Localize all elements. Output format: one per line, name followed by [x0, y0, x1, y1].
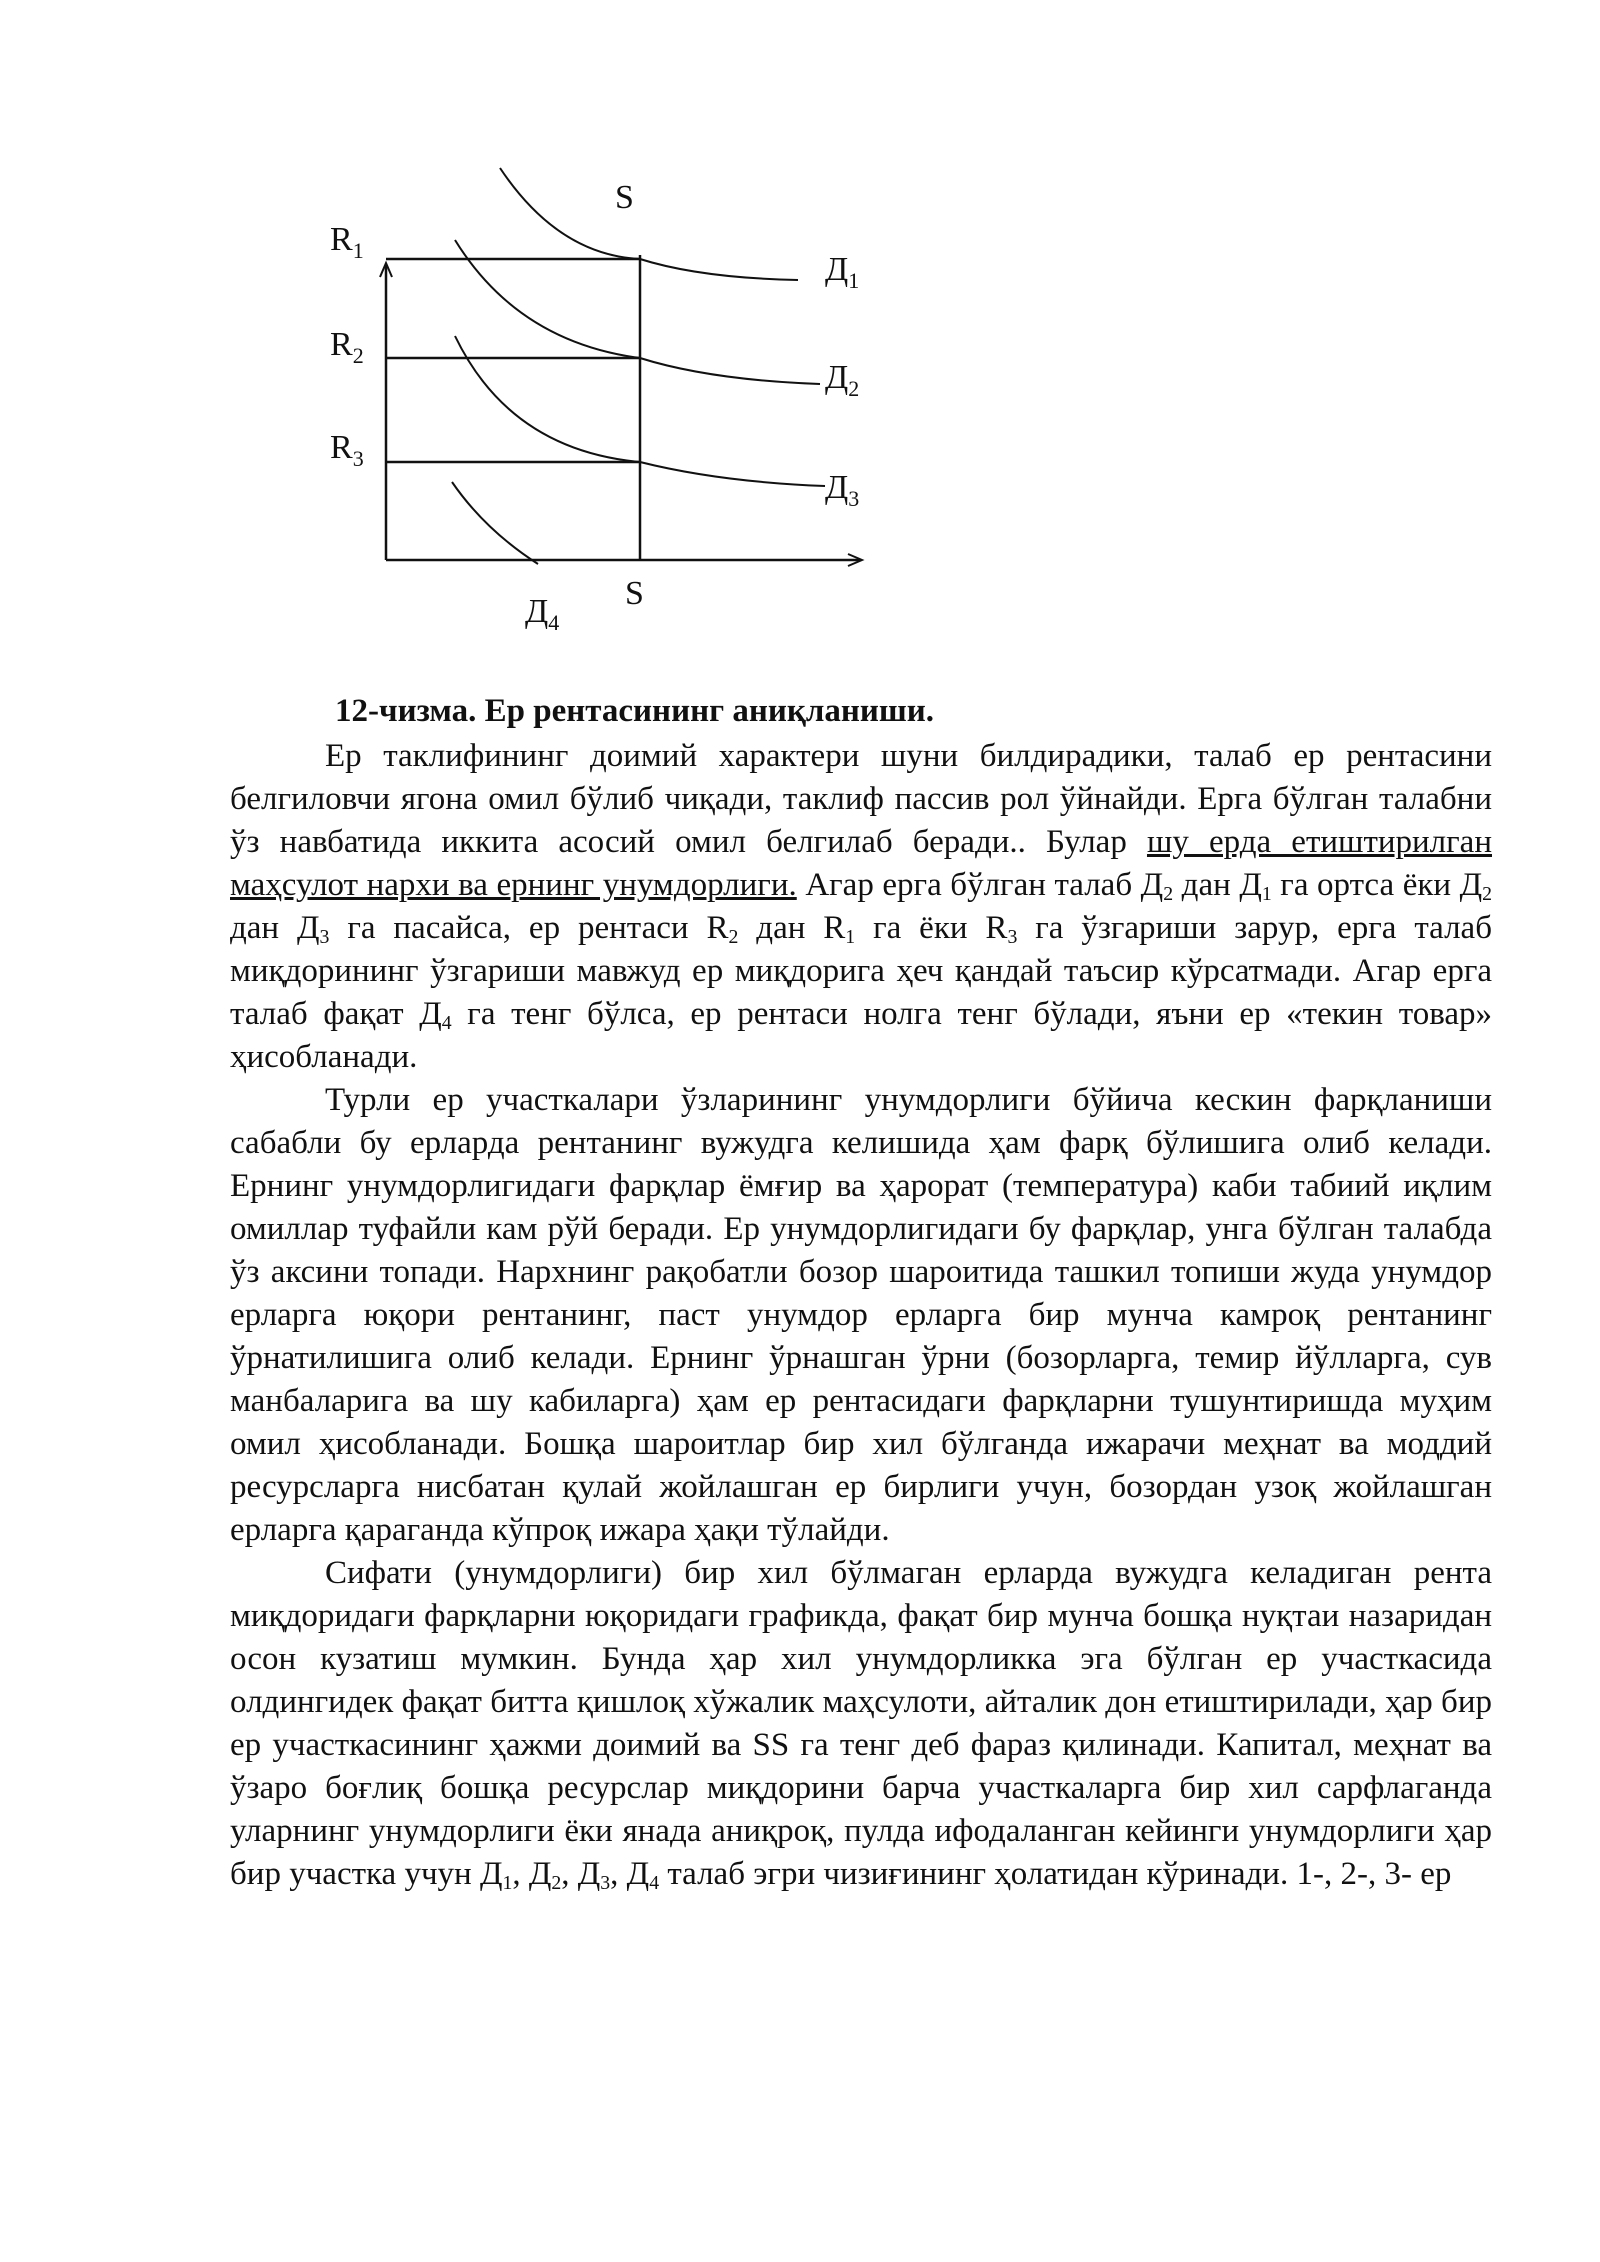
text-run: га ўзгариши зарур, ерга талаб миқдорининг ўзгариши мавжуд ер миқдорига ҳеч қандай таъсир кўрсатмади. Агар ерга талаб фақат Д	[230, 910, 1492, 1032]
body-text	[230, 735, 1492, 1896]
subscript: 3	[1007, 925, 1018, 948]
label-d2: $Д_2$	[825, 359, 860, 401]
label-r1: $R_1$	[330, 221, 364, 263]
subscript: 2	[1163, 882, 1174, 905]
demand-curve-d2	[455, 240, 820, 384]
subscript: 1	[1261, 882, 1272, 905]
text-run: га ёки R	[855, 910, 1008, 946]
text-run: , Д	[512, 1856, 552, 1892]
text-run: га ортса ёки Д	[1271, 867, 1483, 903]
text-run: , Д	[561, 1856, 601, 1892]
text-run: талаб эгри чизиғининг ҳолатидан кўринади. 1-, 2-, 3- ер	[659, 1856, 1452, 1892]
label-d3: $Д_3$	[825, 469, 860, 511]
label-supply-top: S	[615, 179, 634, 216]
subscript: 2	[728, 925, 739, 948]
subscript: 3	[600, 1871, 611, 1894]
label-supply-bottom: S	[625, 575, 644, 612]
text-run: Сифати (унумдорлиги) бир хил бўлмаган ерларда вужудга келадиган рента миқдоридаги фарқларни юқоридаги графикда, фақат бир мунча бошқа нуқтаи назаридан осон кузатиш мумкин. Бунда ҳар хил унумдорликка эга бўлган ер участкасида олдингидек фақат битта қишлоқ хўжалик маҳсулоти, айталик дон етиштирилади, ҳар бир ер участкасининг ҳажми доимий ва SS га тенг деб фараз қилинади. Капитал, меҳнат ва ўзаро боғлиқ бошқа ресурслар миқдорини барча участкаларга бир хил сарфлаганда уларнинг унумдорлиги ёки янада аниқроқ, пулда ифодаланган кейинги унумдорлиги ҳар бир участка учун Д	[230, 1555, 1492, 1892]
subscript: 4	[649, 1871, 660, 1894]
text-run: дан R	[738, 910, 846, 946]
subscript: 3	[319, 925, 330, 948]
underlined-text: шу ерда етиштирилган маҳсулот нархи ва ернинг унумдорлиги.	[230, 824, 1492, 903]
text-run: га пасайса, ер рентаси R	[329, 910, 729, 946]
demand-curve-d1	[500, 168, 798, 280]
text-run: Турли ер участкалари ўзларининг унумдорлиги бўйича кескин фарқланиши сабабли бу ерларда рентанинг вужудга келишида ҳам фарқ бўлишига олиб келади. Ернинг унумдорлигидаги фарқлар ёмғир ва ҳарорат (температура) каби табиий иқлим омиллар туфайли кам рўй беради. Ер унумдорлигидаги бу фарқлар, унга бўлган талабда ўз аксини топади. Нархнинг рақобатли бозор шароитида ташкил топиши жуда унумдор ерларга юқори рентанинг, паст унумдор ерларга бир мунча камроқ рентанинг ўрнатилишига олиб келади. Ернинг ўрнашган ўрни (бозорларга, темир йўлларга, сув манбаларига ва шу кабиларга) ҳам ер рентасидаги фарқларни тушунтиришда муҳим омил ҳисобланади. Бошқа шароитлар бир хил бўлганда ижарачи меҳнат ва моддий ресурсларга нисбатан қулай жойлашган ер бирлиги учун, бозордан узоқ жойлашган ерларга қараганда кўпроқ ижара ҳақи тўлайди.	[230, 1082, 1492, 1548]
text-run: , Д	[610, 1856, 650, 1892]
subscript: 1	[845, 925, 856, 948]
subscript: 2	[1482, 882, 1493, 905]
demand-curve-d4	[452, 482, 538, 564]
text-run: Агар ерга бўлган талаб Д	[796, 867, 1164, 903]
paragraph-1	[230, 735, 1492, 1079]
text-run: дан Д	[230, 910, 320, 946]
rent-determination-diagram	[300, 160, 900, 660]
label-d4: $Д_4$	[525, 593, 560, 635]
paragraph-3	[230, 1552, 1492, 1896]
figure-caption: 12-чизма. Ер рентасининг аниқланиши.	[335, 693, 935, 729]
text-run: дан Д	[1173, 867, 1262, 903]
text-run: Ер таклифининг доимий характери шуни билдирадики, талаб ер рентасини белгиловчи ягона омил бўлиб чиқади, таклиф пассив рол ўйнайди. Ерга бўлган талабни ўз навбатида иккита асосий омил белгилаб беради.. Булар	[230, 738, 1492, 860]
label-r2: $R_2$	[330, 326, 364, 368]
paragraph-2	[230, 1079, 1492, 1552]
subscript: 4	[441, 1011, 452, 1034]
subscript: 2	[551, 1871, 562, 1894]
text-run: га тенг бўлса, ер рентаси нолга тенг бўлади, яъни ер «текин товар» ҳисобланади.	[230, 996, 1493, 1075]
label-d1: $Д_1$	[825, 251, 860, 293]
subscript: 1	[502, 1871, 513, 1894]
label-r3: $R_3$	[330, 429, 364, 471]
